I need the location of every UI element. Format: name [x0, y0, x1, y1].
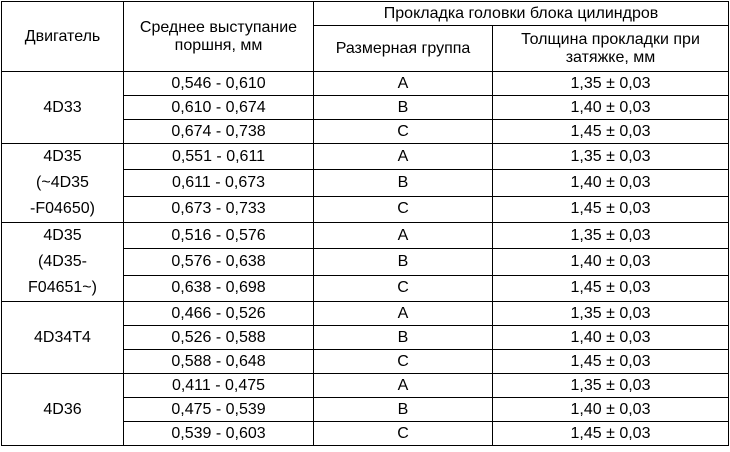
protrusion-cell: 0,611 - 0,673 [124, 170, 314, 196]
thickness-cell: 1,35 ± 0,03 [493, 223, 729, 249]
group-cell: B [314, 398, 493, 422]
header-engine: Двигатель [2, 2, 124, 72]
group-cell: A [314, 72, 493, 96]
thickness-cell: 1,35 ± 0,03 [493, 302, 729, 326]
header-size-group: Размерная группа [314, 26, 493, 72]
thickness-cell: 1,40 ± 0,03 [493, 398, 729, 422]
engine-cell [2, 302, 124, 374]
protrusion-cell: 0,638 - 0,698 [124, 275, 314, 301]
group-cell: A [314, 374, 493, 398]
group-cell: B [314, 170, 493, 196]
engine-cell [2, 144, 124, 223]
engine-name-line: 4D35 [43, 148, 82, 165]
protrusion-cell: 0,576 - 0,638 [124, 249, 314, 275]
protrusion-cell: 0,673 - 0,733 [124, 196, 314, 222]
protrusion-cell: 0,516 - 0,576 [124, 223, 314, 249]
protrusion-cell: 0,526 - 0,588 [124, 326, 314, 350]
protrusion-cell: 0,551 - 0,611 [124, 144, 314, 170]
thickness-cell: 1,40 ± 0,03 [493, 170, 729, 196]
engine-name-line: -F04650) [30, 200, 95, 217]
protrusion-cell: 0,411 - 0,475 [124, 374, 314, 398]
group-cell: C [314, 120, 493, 144]
engine-cell [2, 223, 124, 302]
engine-name-line: 4D36 [43, 400, 82, 418]
group-cell: A [314, 302, 493, 326]
thickness-cell: 1,45 ± 0,03 [493, 120, 729, 144]
protrusion-cell: 0,475 - 0,539 [124, 398, 314, 422]
engine-name-line: F04651~) [28, 279, 97, 296]
header-thickness: Толщина прокладки при затяжке, мм [493, 26, 729, 72]
thickness-cell: 1,45 ± 0,03 [493, 422, 729, 446]
group-cell: C [314, 196, 493, 222]
thickness-cell: 1,40 ± 0,03 [493, 326, 729, 350]
group-cell: C [314, 422, 493, 446]
header-protrusion: Среднее выступание поршня, мм [124, 2, 314, 72]
engine-cell [2, 72, 124, 144]
thickness-cell: 1,40 ± 0,03 [493, 96, 729, 120]
group-cell: A [314, 144, 493, 170]
engine-name-line: 4D34T4 [34, 328, 91, 346]
protrusion-cell: 0,539 - 0,603 [124, 422, 314, 446]
table-row [2, 374, 729, 398]
protrusion-cell: 0,610 - 0,674 [124, 96, 314, 120]
group-cell: B [314, 326, 493, 350]
engine-name-line: 4D33 [43, 98, 82, 116]
thickness-cell: 1,35 ± 0,03 [493, 374, 729, 398]
table-row [2, 302, 729, 326]
thickness-cell: 1,45 ± 0,03 [493, 350, 729, 374]
thickness-cell: 1,35 ± 0,03 [493, 144, 729, 170]
protrusion-cell: 0,588 - 0,648 [124, 350, 314, 374]
thickness-cell: 1,45 ± 0,03 [493, 196, 729, 222]
thickness-cell: 1,40 ± 0,03 [493, 249, 729, 275]
protrusion-cell: 0,674 - 0,738 [124, 120, 314, 144]
table-row [2, 144, 729, 170]
group-cell: B [314, 249, 493, 275]
engine-name-line: (~4D35 [36, 174, 89, 191]
engine-name-line: 4D35 [43, 227, 82, 244]
gasket-selection-table [1, 1, 729, 446]
group-cell: C [314, 350, 493, 374]
table-row [2, 72, 729, 96]
header-gasket: Прокладка головки блока цилиндров [314, 2, 729, 26]
protrusion-cell: 0,466 - 0,526 [124, 302, 314, 326]
group-cell: A [314, 223, 493, 249]
group-cell: B [314, 96, 493, 120]
group-cell: C [314, 275, 493, 301]
table-row [2, 223, 729, 249]
protrusion-cell: 0,546 - 0,610 [124, 72, 314, 96]
thickness-cell: 1,35 ± 0,03 [493, 72, 729, 96]
engine-name-line: (4D35- [38, 253, 87, 270]
thickness-cell: 1,45 ± 0,03 [493, 275, 729, 301]
engine-cell [2, 374, 124, 446]
